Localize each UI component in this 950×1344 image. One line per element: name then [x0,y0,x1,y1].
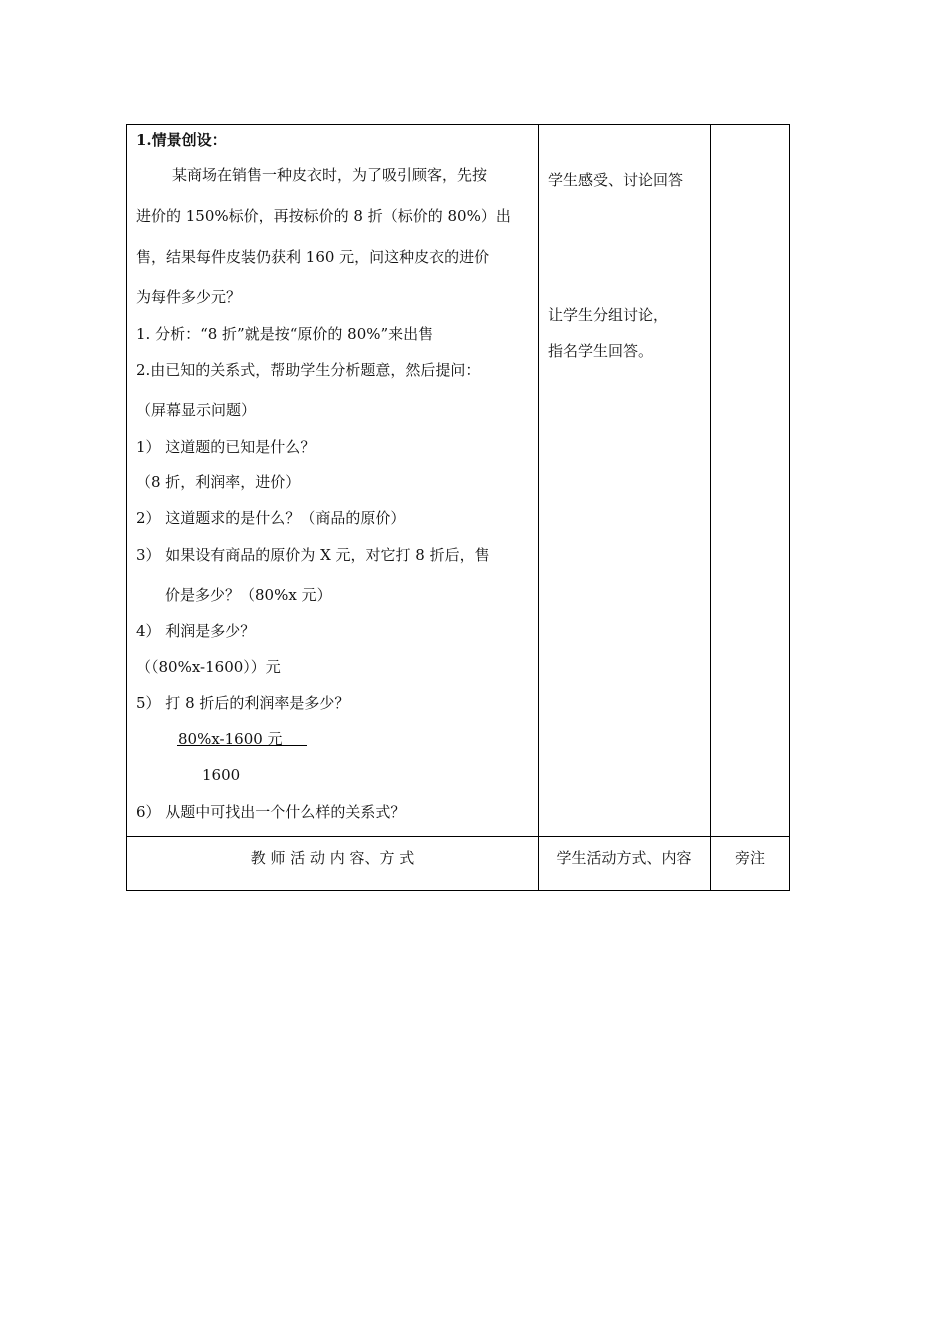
student-activity-3: 指名学生回答。 [548,342,654,360]
screen-note: （屏幕显示问题） [136,401,257,419]
lesson-plan-table [126,124,790,891]
fraction-denominator: 1600 [202,766,241,784]
question-3-line-2: 价是多少？（80%x 元） [165,586,332,604]
teacher-activity-header: 教 师 活 动 内 容、方 式 [250,849,415,867]
column-divider-1 [538,125,539,890]
section-title: 1.情景创设： [136,131,227,149]
question-6: 6） 从题中可找出一个什么样的关系式？ [136,803,406,821]
question-2: 2） 这道题求的是什么？（商品的原价） [136,509,406,527]
problem-line-3: 售，结果每件皮装仍获利 160 元，问这种皮衣的进价 [136,248,490,266]
column-divider-2 [710,125,711,890]
footer-row-divider [127,836,789,837]
question-4: 4） 利润是多少？ [136,622,256,640]
problem-line-4: 为每件多少元？ [136,288,242,306]
problem-line-2: 进价的 150%标价，再按标价的 8 折（标价的 80%）出 [136,207,511,225]
problem-line-1: 某商场在销售一种皮衣时，为了吸引顾客，先按 [172,166,488,184]
fraction-numerator: 80%x-1600 元 [178,730,283,748]
student-activity-header: 学生活动方式、内容 [556,849,692,867]
question-5: 5） 打 8 折后的利润率是多少？ [136,694,350,712]
question-1: 1） 这道题的已知是什么？ [136,438,316,456]
answer-4: （（80%x-1600））元 [136,658,281,676]
student-activity-2: 让学生分组讨论， [548,306,669,324]
step-2: 2.由已知的关系式，帮助学生分析题意，然后提问： [136,361,481,379]
notes-header: 旁注 [734,849,765,867]
student-activity-1: 学生感受、讨论回答 [548,171,684,189]
answer-1: （8 折，利润率，进价） [136,473,301,491]
question-3-line-1: 3） 如果设有商品的原价为 X 元，对它打 8 折后，售 [136,546,490,564]
fraction-bar [177,745,307,746]
step-1: 1. 分析：“8 折”就是按“原价的 80%”来出售 [136,325,434,343]
